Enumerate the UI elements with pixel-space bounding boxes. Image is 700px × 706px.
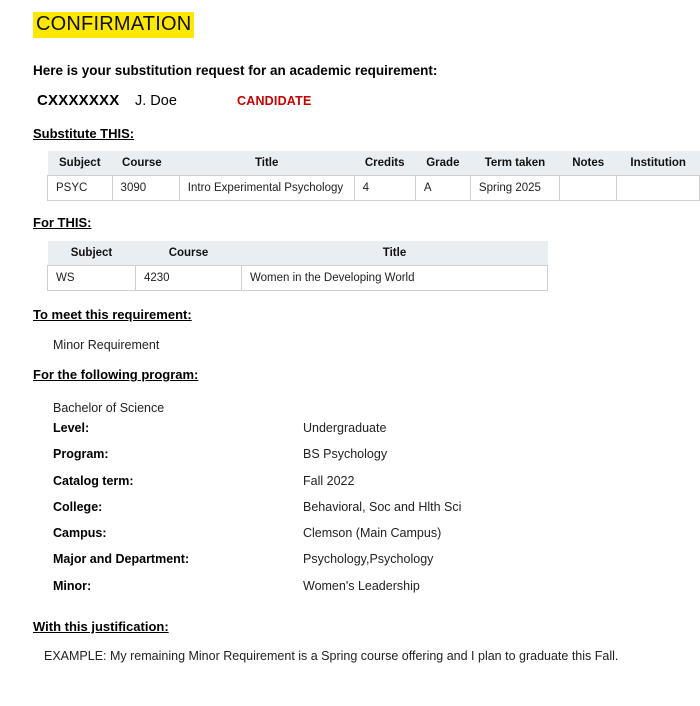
target-course-table: [47, 241, 548, 291]
column-header-course: Course: [136, 241, 242, 266]
column-header-institution: Institution: [617, 151, 700, 176]
cell-term-taken: Spring 2025: [470, 176, 559, 201]
cell-course: 4230: [136, 266, 242, 291]
detail-row-level: [53, 421, 653, 447]
detail-label: Program:: [53, 447, 109, 462]
column-header-title: Title: [242, 241, 548, 266]
column-header-credits: Credits: [354, 151, 415, 176]
intro-text: Here is your substitution request for an academic requirement:: [33, 63, 438, 78]
cell-credits: 4: [354, 176, 415, 201]
student-identity-row: [37, 92, 657, 112]
detail-value: Women's Leadership: [303, 578, 420, 593]
detail-label: Catalog term:: [53, 473, 134, 488]
section-heading-requirement: To meet this requirement:: [33, 307, 192, 322]
column-header-grade: Grade: [415, 151, 470, 176]
detail-value: Behavioral, Soc and Hlth Sci: [303, 499, 462, 514]
cell-grade: A: [415, 176, 470, 201]
detail-value: Undergraduate: [303, 421, 387, 435]
cell-notes: [559, 176, 616, 201]
cell-course: 3090: [112, 176, 179, 201]
program-degree: Bachelor of Science: [53, 401, 165, 415]
column-header-subject: Subject: [48, 241, 136, 266]
detail-label: Campus:: [53, 526, 107, 541]
table-header-row: [48, 151, 700, 176]
detail-label: Major and Department:: [53, 552, 190, 567]
cell-subject: PSYC: [48, 176, 113, 201]
table-row: [48, 266, 548, 291]
detail-label: College:: [53, 499, 103, 514]
substitute-course-table: [47, 151, 700, 201]
justification-text: EXAMPLE: My remaining Minor Requirement is a Spring course offering and I plan to graduate this Fall.: [44, 649, 619, 663]
section-heading-justification: With this justification:: [33, 619, 169, 634]
cell-subject: WS: [48, 266, 136, 291]
student-name: J. Doe: [135, 93, 177, 109]
column-header-subject: Subject: [48, 151, 113, 176]
section-heading-program: For the following program:: [33, 367, 199, 382]
cell-institution: [617, 176, 700, 201]
section-heading-substitute: Substitute THIS:: [33, 126, 135, 141]
table-header-row: [48, 241, 548, 266]
requirement-value: Minor Requirement: [53, 338, 160, 352]
detail-row-minor: [53, 579, 653, 605]
detail-label: Level:: [53, 421, 90, 435]
section-heading-for-this: For THIS:: [33, 215, 92, 230]
detail-value: BS Psychology: [303, 447, 388, 462]
column-header-notes: Notes: [559, 151, 616, 176]
detail-row-catalog-term: [53, 474, 653, 500]
column-header-term-taken: Term taken: [470, 151, 559, 176]
table-row: [48, 176, 700, 201]
detail-label: Minor:: [53, 578, 92, 593]
student-id: CXXXXXXX: [37, 92, 120, 109]
column-header-title: Title: [179, 151, 354, 176]
page-title: CONFIRMATION: [33, 12, 194, 38]
detail-value: Clemson (Main Campus): [303, 526, 442, 541]
detail-row-campus: [53, 526, 653, 552]
detail-value: Fall 2022: [303, 473, 355, 488]
cell-title: Women in the Developing World: [242, 266, 548, 291]
detail-row-major-and-department: [53, 552, 653, 578]
program-detail-list: [53, 421, 653, 605]
detail-value: Psychology,Psychology: [303, 552, 434, 567]
cell-title: Intro Experimental Psychology: [179, 176, 354, 201]
detail-row-college: [53, 500, 653, 526]
status-badge: CANDIDATE: [237, 94, 312, 108]
detail-row-program: [53, 447, 653, 473]
column-header-course: Course: [112, 151, 179, 176]
